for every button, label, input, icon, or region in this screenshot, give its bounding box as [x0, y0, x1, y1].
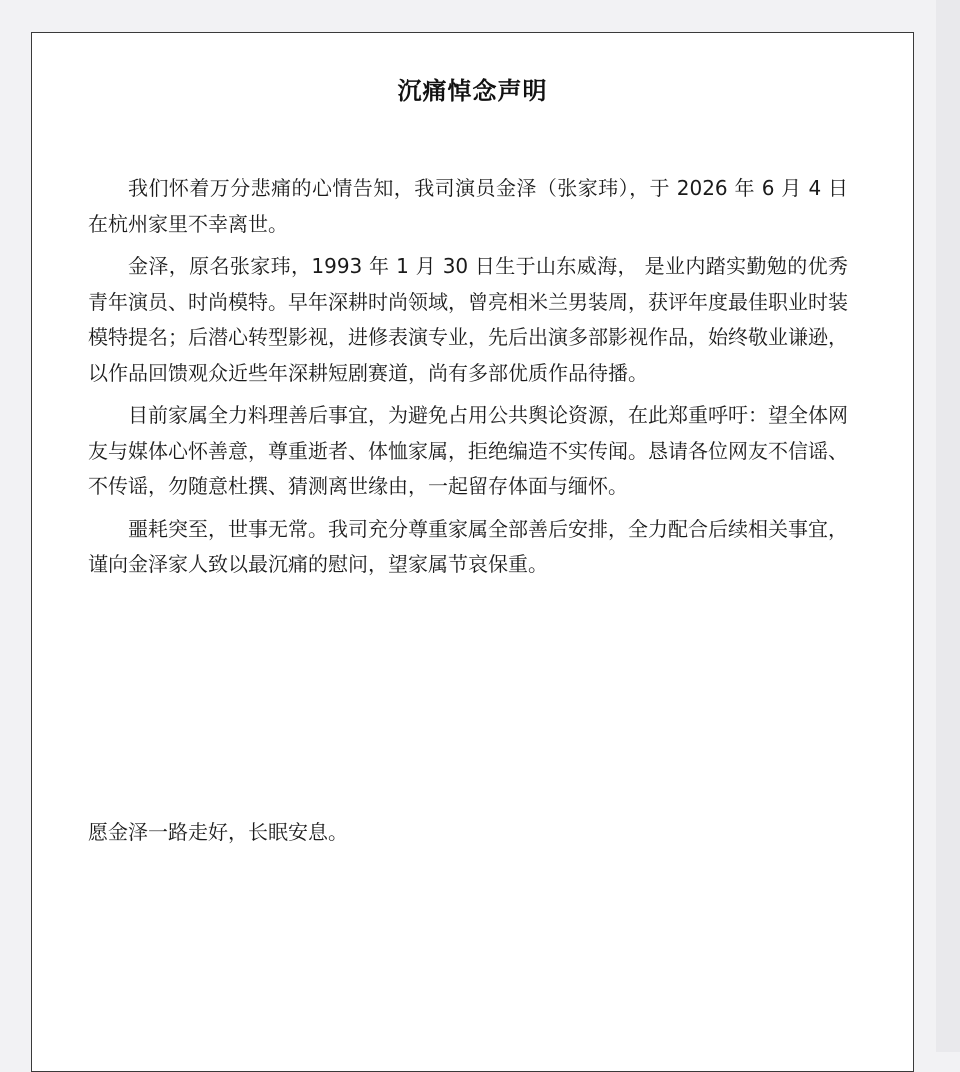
statement-page [31, 32, 914, 1072]
page-edge-strip [936, 0, 960, 1052]
paragraph-announcement: 我们怀着万分悲痛的心情告知，我司演员金泽（张家玮），于 2026 年 6 月 4 日在杭州家里不幸离世。 [88, 176, 848, 236]
paragraph-biography: 金泽，原名张家玮，1993 年 1 月 30 日生于山东威海， 是业内踏实勤勉的优秀青年演员、时尚模特。早年深耕时尚领域，曾亮相米兰男装周，获评年度最佳职业时装模特提名；后潜心转型影视，进修表演专业，先后出演多部影视作品，始终敬业谦逊，以作品回馈观众近些年深耕短剧赛道，尚有多部优质作品待播。 [88, 254, 848, 385]
document-body [88, 171, 848, 590]
document-title: 沉痛悼念声明 [397, 77, 548, 105]
closing-line: 愿金泽一路走好，长眠安息。 [88, 820, 348, 844]
paragraph-condolence: 噩耗突至，世事无常。我司充分尊重家属全部善后安排，全力配合后续相关事宜，谨向金泽家人致以最沉痛的慰问，望家属节哀保重。 [88, 516, 848, 576]
paragraph-appeal: 目前家属全力料理善后事宜，为避免占用公共舆论资源，在此郑重呼吁：望全体网友与媒体心怀善意，尊重逝者、体恤家属，拒绝编造不实传闻。恳请各位网友不信谣、不传谣，勿随意杜撰、猜测离世缘由，一起留存体面与缅怀。 [88, 403, 848, 498]
